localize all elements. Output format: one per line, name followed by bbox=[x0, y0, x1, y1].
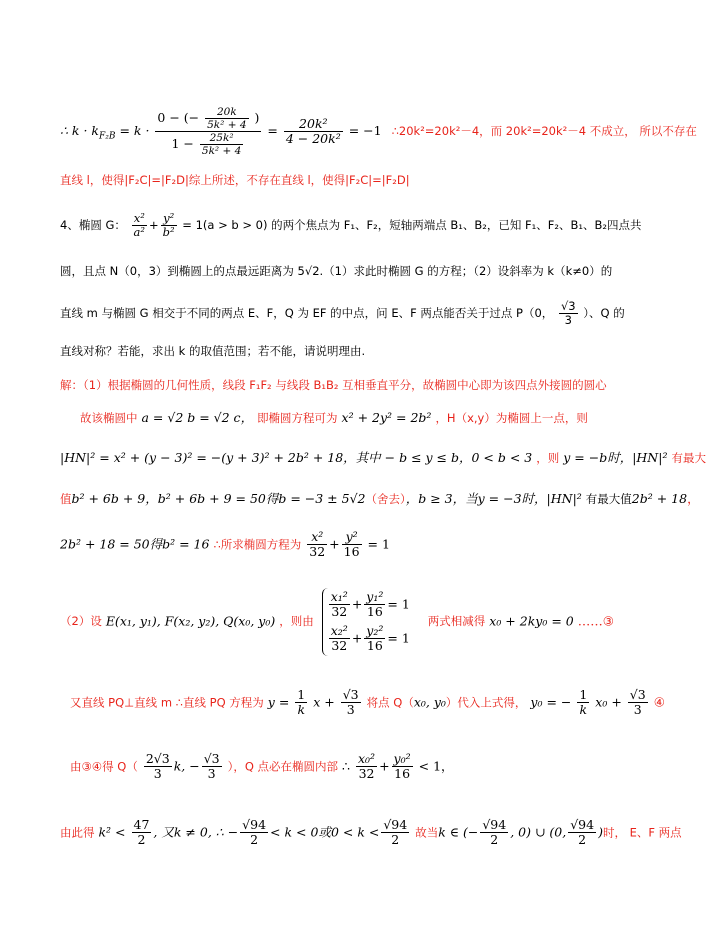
s9-math5: , 0) ∪ (0, bbox=[510, 824, 567, 840]
s9-47: 47 bbox=[133, 817, 150, 832]
s8-frac4 bbox=[392, 752, 413, 782]
f2-den: 4 − 20k² bbox=[285, 131, 341, 147]
s9-red3: 时， E、F 两点 bbox=[602, 825, 682, 840]
tail: = −1 bbox=[348, 123, 382, 139]
solution-line-4 bbox=[60, 493, 700, 506]
big-fraction bbox=[155, 106, 261, 157]
solution-line-6 bbox=[60, 588, 614, 656]
s9-2e: 2 bbox=[578, 832, 587, 848]
eq2: = bbox=[267, 123, 278, 139]
b2: b² bbox=[162, 225, 175, 240]
s5-xfrac bbox=[307, 530, 327, 560]
s5-32: 32 bbox=[309, 544, 326, 560]
y2: y² bbox=[161, 212, 177, 226]
s3-math: |HN|² = x² + (y − 3)² = −(y + 3)² + 2b² + 18，其中 − b ≤ y ≤ b，0 < b < 3 bbox=[60, 450, 533, 465]
s8-16: 16 bbox=[394, 766, 411, 782]
inner2-num: 25k² bbox=[200, 132, 243, 145]
s6-math: E(x₁, y₁), F(x₂, y₂), Q(x₀, y₀) bbox=[105, 613, 276, 629]
s7-sq3-b: √3 bbox=[629, 687, 646, 702]
s7-red4: ④ bbox=[653, 694, 665, 710]
s8-math: ∴ bbox=[342, 758, 350, 774]
sys-32b: 32 bbox=[331, 638, 348, 654]
s9-s94b: √94 bbox=[383, 817, 408, 832]
s6-red4: ……③ bbox=[577, 613, 614, 629]
s8-red: 由③④得 Q（ bbox=[70, 759, 138, 774]
s7-sq3: √3 bbox=[342, 687, 359, 702]
s8-frac1 bbox=[144, 752, 172, 782]
s6-red2: ，则由 bbox=[279, 614, 314, 628]
s4-math: b² + 6b + 9，b² + 6b + 9 = 50得b = −3 ± 5√2 bbox=[71, 491, 366, 506]
s7-k-b: k bbox=[579, 702, 588, 718]
s7-x0: x₀ + bbox=[595, 694, 622, 710]
f2-num: 20k² bbox=[284, 117, 343, 132]
result-fraction bbox=[284, 117, 343, 147]
problem-prefix: 4、椭圆 G： bbox=[60, 218, 126, 233]
s2-red3: ，H（x,y）为椭圆上一点，则 bbox=[435, 411, 588, 425]
inner-frac-2 bbox=[200, 132, 243, 157]
s3-red2: 有最大 bbox=[671, 451, 706, 465]
x-frac bbox=[132, 212, 147, 239]
sqrt3: √3 bbox=[560, 299, 576, 313]
solution-line-3 bbox=[60, 452, 706, 465]
s3-red: ，则 bbox=[536, 451, 560, 465]
s9-red2: 故当 bbox=[415, 825, 439, 840]
s5-yfrac bbox=[342, 530, 362, 560]
s8-32: 32 bbox=[358, 766, 375, 782]
s9-frac1 bbox=[132, 818, 152, 848]
s7-math2: x₀, y₀ bbox=[413, 694, 446, 710]
s5-math: 2b² + 18 = 50得b² = 16 bbox=[60, 536, 210, 552]
s4-red3: 有最大值 bbox=[585, 492, 632, 506]
inner-frac bbox=[205, 106, 248, 131]
s7-math3: y₀ = − bbox=[530, 694, 572, 710]
s4-math2: ，b ≥ 3，当y = −3时，|HN|² bbox=[405, 491, 582, 506]
problem-line-4: 直线对称？若能，求出 k 的取值范围；若不能，请说明理由. bbox=[60, 344, 366, 358]
s8-n1: 2√3 bbox=[145, 751, 170, 766]
s7-math: y = bbox=[267, 694, 290, 710]
s6-red3: 两式相减得 bbox=[427, 614, 486, 628]
sys-eq2: = 1 bbox=[387, 630, 410, 646]
s9-s94c: √94 bbox=[482, 817, 507, 832]
inner-den: 5k² + 4 bbox=[207, 119, 247, 132]
y-frac bbox=[161, 212, 177, 239]
s4-red4: ， bbox=[687, 491, 700, 506]
s5-x: x² bbox=[307, 530, 327, 545]
conclusion-line-2: 直线 l，使得|F₂C|=|F₂D|综上所述，不存在直线 l，使得|F₂C|=|F₂D| bbox=[60, 173, 410, 187]
den-lead: 1 − bbox=[171, 136, 194, 152]
s9-2b: 2 bbox=[250, 832, 259, 848]
problem-line-2: 圆，且点 N（0，3）到椭圆上的点最远距离为 5√2.（1）求此时椭圆 G 的方程；（2）设斜率为 k（k≠0）的 bbox=[60, 264, 613, 278]
sys2-y bbox=[364, 624, 385, 654]
sys1-y bbox=[364, 590, 385, 620]
s8-y0: y₀² bbox=[393, 751, 411, 766]
s7-one: 1 bbox=[297, 687, 306, 702]
solution-line-8 bbox=[70, 752, 454, 782]
inner-num: 20k bbox=[205, 106, 248, 119]
s4-math3: 2b² + 18 bbox=[631, 491, 688, 506]
s7-x: x + bbox=[313, 694, 335, 710]
sqrt3-frac bbox=[559, 300, 578, 327]
sys-y1: y₁² bbox=[366, 589, 384, 604]
s7-red3: ）代入上式得， bbox=[445, 695, 527, 710]
s8-d2: 3 bbox=[207, 766, 216, 782]
sys2-x bbox=[329, 624, 350, 654]
s9-frac3 bbox=[381, 818, 409, 848]
s7-frac2 bbox=[341, 688, 361, 718]
inner2-den: 5k² + 4 bbox=[201, 145, 242, 158]
s8-red2: ），Q 点必在椭圆内部 bbox=[227, 759, 339, 774]
sys-y2: y₂² bbox=[366, 622, 384, 638]
s9-math2: , 又k ≠ 0, ∴ − bbox=[153, 824, 239, 840]
s7-frac4 bbox=[628, 688, 648, 718]
a2: a² bbox=[133, 225, 146, 240]
s9-s94d: √94 bbox=[570, 817, 595, 832]
s9-math: k² < bbox=[98, 824, 126, 840]
s8-frac2 bbox=[202, 752, 222, 782]
s7-3: 3 bbox=[346, 702, 355, 718]
s5-y: y² bbox=[342, 530, 362, 545]
sys-16a: 16 bbox=[366, 604, 383, 620]
s7-frac1 bbox=[295, 688, 307, 718]
sys-eq1: = 1 bbox=[387, 596, 410, 612]
x2: x² bbox=[132, 212, 147, 226]
s2-math: a = √2 b = √2 c， bbox=[141, 410, 254, 425]
l3-pre: 直线 m 与椭圆 G 相交于不同的两点 E、F，Q 为 EF 的中点，问 E、F 两点能否关于过点 P（0， bbox=[60, 306, 554, 321]
s9-frac5 bbox=[568, 818, 596, 848]
s2-math2: x² + 2y² = 2b² bbox=[341, 410, 432, 425]
s6-math2: x₀ + 2ky₀ = 0 bbox=[489, 613, 574, 629]
s9-s94: √94 bbox=[242, 817, 267, 832]
problem-line-1: 4、椭圆 G： $\frac{\text{x²}}{\text{a²}}$ + $\frac{\text{y²}}{\text{b²}}$ = 1(a > b > 0) 的两个焦点为 F₁、F₂，短轴两端点 B₁、B₂，已知 F₁、F₂、B₁、B₂四点共 bbox=[60, 211, 642, 240]
sys-32a: 32 bbox=[331, 604, 348, 620]
s9-2: 2 bbox=[137, 832, 146, 848]
s6-red: （2）设 bbox=[60, 614, 102, 628]
s8-frac3 bbox=[356, 752, 377, 782]
solution-line-2 bbox=[80, 412, 588, 425]
s7-red: 又直线 PQ⊥直线 m ∴直线 PQ 方程为 bbox=[70, 695, 264, 710]
s7-frac3 bbox=[577, 688, 589, 718]
sys-x1: x₁² bbox=[330, 589, 348, 604]
lead: ∴ k · k bbox=[60, 123, 99, 139]
s9-frac4 bbox=[480, 818, 508, 848]
sys-16b: 16 bbox=[366, 638, 383, 654]
num-tail: ) bbox=[254, 110, 260, 126]
num-lead: 0 − (− bbox=[157, 110, 200, 126]
s7-k: k bbox=[297, 702, 306, 718]
s8-k: k, − bbox=[173, 758, 200, 774]
solution-line-9 bbox=[60, 818, 682, 848]
s8-plus: + bbox=[379, 758, 390, 774]
solution-line-5: 2b² + 18 = 50得b² = 16 ∴所求椭圆方程为 $\frac{\text{x²}}{32}$ + $\frac{\text{y²}}{16}$ = 1 bbox=[60, 529, 390, 560]
s3-math2: y = −b时，|HN|² bbox=[563, 450, 668, 465]
s9-frac2 bbox=[240, 818, 268, 848]
s9-2c: 2 bbox=[391, 832, 400, 848]
three: 3 bbox=[564, 313, 572, 328]
s9-math4: k ∈ (− bbox=[438, 824, 479, 840]
s8-d1: 3 bbox=[153, 766, 162, 782]
conclusion-red: ∴20k²=20k²－4，而 20k²=20k²－4 不成立， 所以不存在 bbox=[391, 124, 697, 139]
sys-x2: x₂² bbox=[330, 622, 348, 638]
l3-post: ）、Q 的 bbox=[583, 306, 625, 321]
s9-math3: < k < 0或0 < k < bbox=[270, 824, 380, 840]
subscript: F₂B bbox=[99, 131, 116, 142]
problem-mid: = 1(a > b > 0) 的两个焦点为 F₁、F₂，短轴两端点 B₁、B₂，已知 F₁、F₂、B₁、B₂四点共 bbox=[182, 218, 642, 233]
solution-line-1: 解：（1）根据椭圆的几何性质，线段 F₁F₂ 与线段 B₁B₂ 互相垂直平分，故椭圆中心即为该四点外接圆的圆心 bbox=[60, 378, 607, 392]
solution-line-7 bbox=[70, 688, 665, 718]
s8-n2: √3 bbox=[203, 751, 220, 766]
s2-red2: 即椭圆方程可为 bbox=[257, 411, 338, 425]
eq: = k · bbox=[119, 123, 150, 139]
s2-red: 故该椭圆中 bbox=[80, 411, 138, 425]
s8-lt: < 1， bbox=[418, 758, 454, 774]
equation-system: $\frac{\text{x₁²}}{32}$ + $\frac{\text{y₁²}}{16}$ = 1 $\frac{\text{x₂²}}{32}$ + $\frac{\text{y₂²}}{16}$ = 1 bbox=[322, 588, 410, 656]
s9-2d: 2 bbox=[490, 832, 499, 848]
s4-red2: （舍去） bbox=[365, 492, 406, 506]
problem-line-3 bbox=[60, 300, 625, 327]
s9-red: 由此得 bbox=[60, 825, 95, 840]
s5-red: ∴所求椭圆方程为 bbox=[213, 537, 302, 552]
slope-product-equation bbox=[60, 106, 697, 157]
s7-red2: 将点 Q（ bbox=[366, 695, 414, 710]
s5-eq: = 1 bbox=[367, 536, 390, 552]
sys1-x bbox=[329, 590, 350, 620]
s7-3-b: 3 bbox=[633, 702, 642, 718]
s5-16: 16 bbox=[343, 544, 360, 560]
s4-red: 值 bbox=[60, 492, 72, 506]
s9-math6: ) bbox=[598, 824, 603, 840]
s8-x0: x₀² bbox=[357, 751, 376, 766]
s7-one-b: 1 bbox=[579, 687, 588, 702]
